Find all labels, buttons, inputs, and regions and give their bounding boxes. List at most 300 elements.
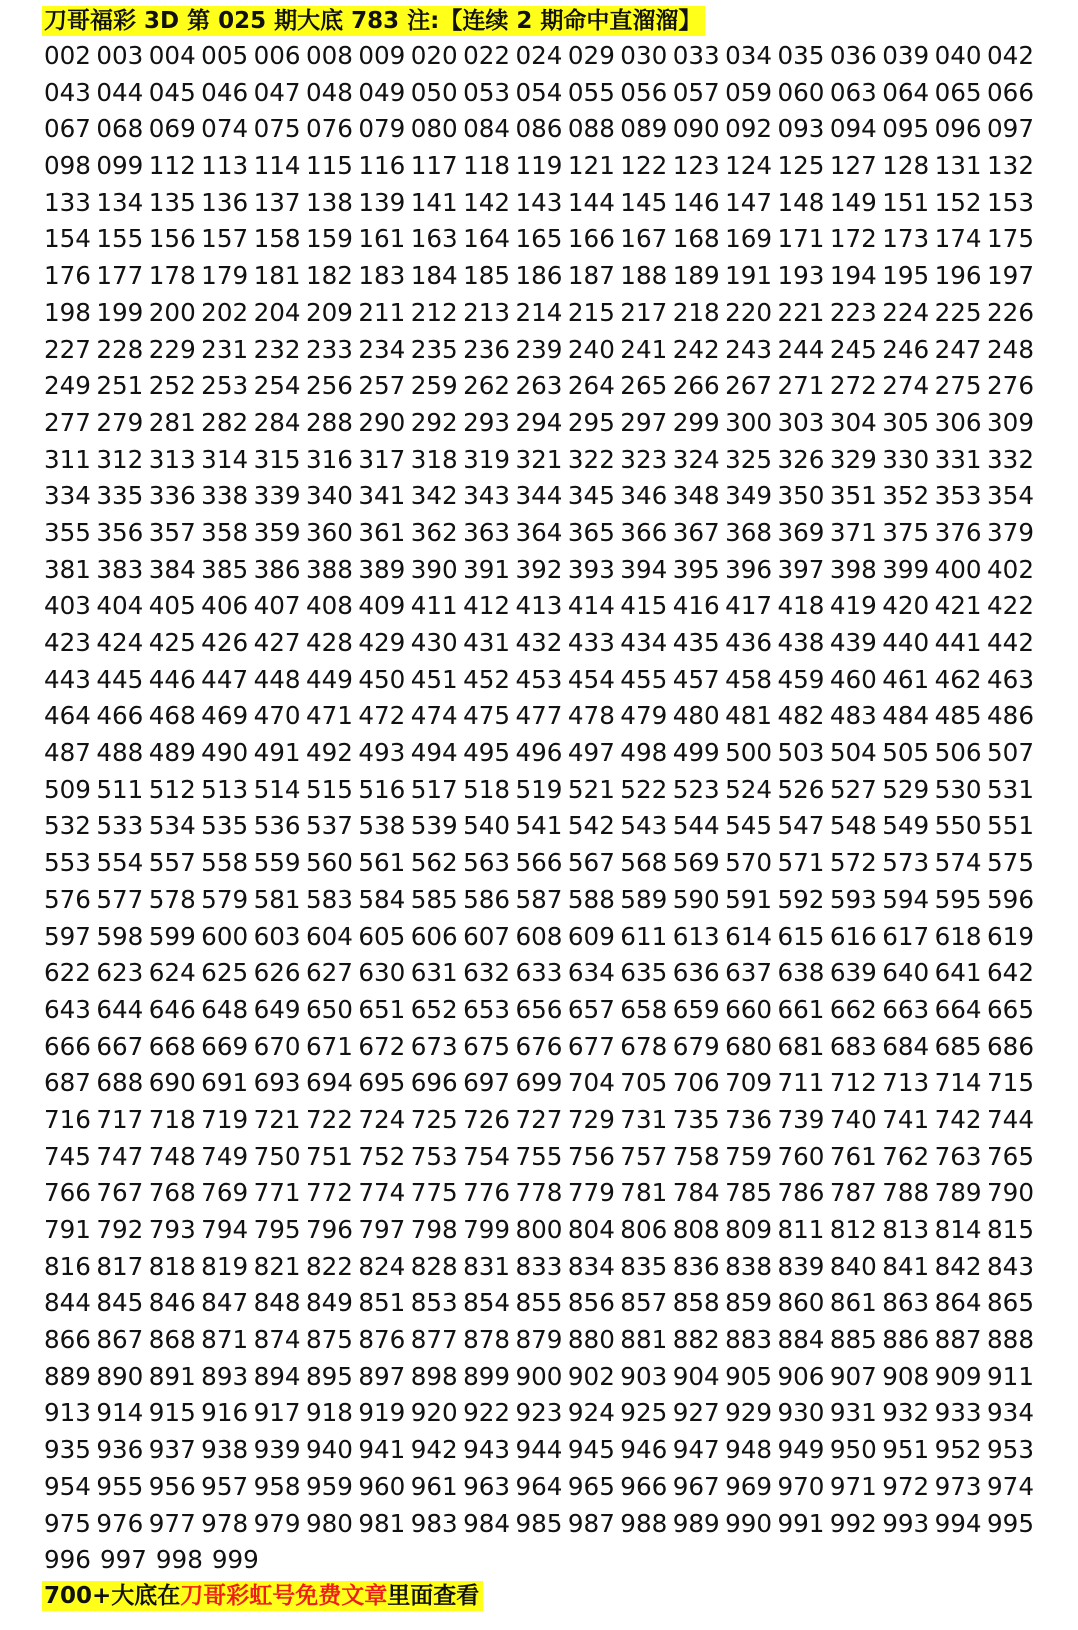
number-item: 407 [253, 591, 301, 621]
number-item: 281 [148, 407, 196, 437]
number-row [44, 295, 1034, 332]
number-item: 745 [44, 1141, 91, 1171]
number-item: 956 [148, 1471, 196, 1501]
number-item: 239 [515, 334, 563, 364]
number-item: 446 [148, 664, 196, 694]
number-item: 775 [410, 1178, 458, 1208]
number-item: 791 [44, 1215, 91, 1244]
number-item: 477 [515, 701, 563, 731]
number-item: 786 [777, 1178, 825, 1208]
number-item: 134 [96, 187, 144, 217]
number-item: 395 [672, 554, 720, 584]
number-item: 449 [305, 664, 353, 694]
number-item: 795 [253, 1215, 301, 1244]
number-item: 065 [934, 77, 982, 107]
number-item: 094 [829, 114, 877, 144]
number-item: 669 [201, 1031, 249, 1061]
number-item: 368 [725, 517, 773, 547]
number-item: 325 [725, 444, 773, 474]
number-item: 948 [725, 1435, 773, 1465]
number-item: 918 [305, 1398, 353, 1428]
number-item: 276 [987, 371, 1034, 401]
number-item: 172 [829, 224, 877, 254]
number-row [44, 258, 1034, 295]
number-item: 640 [882, 958, 930, 988]
number-item: 591 [725, 884, 773, 914]
number-item: 530 [934, 774, 982, 804]
number-item: 920 [410, 1398, 458, 1428]
number-item: 642 [987, 958, 1034, 988]
number-item: 760 [777, 1141, 825, 1171]
number-item: 769 [201, 1178, 249, 1208]
number-item: 396 [725, 554, 773, 584]
number-item: 929 [725, 1398, 773, 1428]
number-item: 147 [725, 187, 773, 217]
number-item: 835 [620, 1251, 668, 1281]
number-item: 978 [201, 1508, 249, 1538]
number-item: 954 [44, 1471, 91, 1501]
number-item: 322 [567, 444, 615, 474]
number-item: 675 [463, 1031, 511, 1061]
number-item: 865 [987, 1288, 1034, 1318]
number-item: 758 [672, 1141, 720, 1171]
number-item: 666 [44, 1031, 91, 1061]
number-item: 808 [672, 1215, 720, 1244]
number-item: 390 [410, 554, 458, 584]
number-item: 284 [253, 407, 301, 437]
number-item: 711 [777, 1068, 825, 1098]
number-item: 950 [829, 1435, 877, 1465]
number-item: 705 [620, 1068, 668, 1098]
number-row [44, 368, 1034, 405]
number-item: 506 [934, 738, 982, 768]
number-item: 341 [358, 481, 406, 511]
number-item: 229 [148, 334, 196, 364]
number-item: 367 [672, 517, 720, 547]
number-item: 348 [672, 481, 720, 511]
number-item: 046 [201, 77, 249, 107]
number-item: 984 [463, 1508, 511, 1538]
number-item: 833 [515, 1251, 563, 1281]
number-item: 295 [567, 407, 615, 437]
number-item: 677 [567, 1031, 615, 1061]
number-item: 636 [672, 958, 720, 988]
number-item: 679 [672, 1031, 720, 1061]
number-item: 623 [96, 958, 144, 988]
number-item: 412 [463, 591, 511, 621]
number-item: 957 [201, 1471, 249, 1501]
number-item: 264 [567, 371, 615, 401]
number-item: 460 [829, 664, 877, 694]
number-item: 607 [463, 921, 511, 951]
number-item: 559 [253, 848, 301, 878]
number-item: 317 [358, 444, 406, 474]
number-item: 965 [567, 1471, 615, 1501]
number-item: 455 [620, 664, 668, 694]
number-item: 913 [44, 1398, 91, 1428]
number-item: 448 [253, 664, 301, 694]
number-item: 135 [148, 187, 196, 217]
number-item: 624 [148, 958, 196, 988]
number-item: 116 [358, 151, 406, 181]
number-item: 661 [777, 994, 825, 1024]
number-item: 594 [882, 884, 930, 914]
number-item: 504 [829, 738, 877, 768]
number-item: 362 [410, 517, 458, 547]
number-item: 224 [882, 297, 930, 327]
number-item: 844 [44, 1288, 91, 1318]
number-item: 753 [410, 1141, 458, 1171]
number-item: 431 [463, 628, 511, 657]
number-item: 056 [620, 77, 668, 107]
number-item: 678 [620, 1031, 668, 1061]
number-item: 545 [725, 811, 773, 841]
number-item: 547 [777, 811, 825, 841]
number-row [44, 698, 1034, 735]
number-item: 169 [725, 224, 773, 254]
number-item: 497 [567, 738, 615, 768]
number-item: 858 [672, 1288, 720, 1318]
number-item: 043 [44, 77, 91, 107]
number-item: 898 [410, 1361, 458, 1391]
number-item: 537 [305, 811, 353, 841]
number-item: 186 [515, 261, 563, 291]
number-item: 886 [882, 1325, 930, 1355]
number-row [44, 552, 1034, 589]
number-item: 535 [201, 811, 249, 841]
number-item: 951 [882, 1435, 930, 1465]
number-item: 999 [211, 1545, 259, 1575]
number-item: 809 [725, 1215, 773, 1244]
number-item: 503 [777, 738, 825, 768]
number-row [44, 1212, 1034, 1249]
number-item: 639 [829, 958, 877, 988]
number-item: 089 [620, 114, 668, 144]
number-item: 411 [410, 591, 458, 621]
number-item: 057 [672, 77, 720, 107]
number-item: 391 [463, 554, 511, 584]
number-item: 300 [725, 407, 773, 437]
number-row [44, 185, 1034, 222]
number-item: 952 [934, 1435, 982, 1465]
number-item: 299 [672, 407, 720, 437]
number-item: 124 [725, 151, 773, 181]
number-item: 188 [620, 261, 668, 291]
number-item: 812 [829, 1215, 877, 1244]
number-item: 294 [515, 407, 563, 437]
number-row [44, 625, 1034, 662]
number-item: 154 [44, 224, 91, 254]
number-item: 351 [829, 481, 877, 511]
number-item: 098 [44, 151, 91, 181]
number-item: 474 [410, 701, 458, 731]
number-item: 246 [882, 334, 930, 364]
number-row [44, 442, 1034, 479]
number-item: 635 [620, 958, 668, 988]
number-item: 113 [201, 151, 249, 181]
number-item: 198 [44, 297, 91, 327]
number-item: 516 [358, 774, 406, 804]
number-item: 840 [829, 1251, 877, 1281]
number-row [44, 919, 1034, 956]
number-item: 816 [44, 1251, 91, 1281]
number-item: 462 [934, 664, 982, 694]
number-item: 985 [515, 1508, 563, 1538]
number-item: 969 [725, 1471, 773, 1501]
number-item: 854 [463, 1288, 511, 1318]
number-item: 671 [305, 1031, 353, 1061]
number-item: 185 [463, 261, 511, 291]
number-item: 478 [567, 701, 615, 731]
number-item: 453 [515, 664, 563, 694]
number-item: 196 [934, 261, 982, 291]
number-item: 792 [96, 1215, 144, 1244]
document-page [44, 6, 1054, 1611]
number-item: 751 [305, 1141, 353, 1171]
number-item: 714 [934, 1068, 982, 1098]
number-item: 353 [934, 481, 982, 511]
number-item: 212 [410, 297, 458, 327]
number-item: 614 [725, 921, 773, 951]
number-item: 796 [305, 1215, 353, 1244]
number-item: 112 [148, 151, 196, 181]
number-item: 118 [463, 151, 511, 181]
number-item: 644 [96, 994, 144, 1024]
number-item: 548 [829, 811, 877, 841]
number-item: 729 [567, 1104, 615, 1134]
number-item: 560 [305, 848, 353, 878]
number-item: 831 [463, 1251, 511, 1281]
number-row [44, 1102, 1034, 1139]
number-list [44, 38, 1054, 1579]
number-item: 704 [567, 1068, 615, 1098]
number-item: 384 [148, 554, 196, 584]
number-item: 115 [305, 151, 353, 181]
number-item: 163 [410, 224, 458, 254]
number-row [44, 515, 1034, 552]
number-row [44, 332, 1034, 369]
number-item: 385 [201, 554, 249, 584]
number-item: 274 [882, 371, 930, 401]
number-item: 482 [777, 701, 825, 731]
number-item: 664 [934, 994, 982, 1024]
number-item: 573 [882, 848, 930, 878]
number-item: 518 [463, 774, 511, 804]
number-item: 550 [934, 811, 982, 841]
number-item: 253 [201, 371, 249, 401]
number-item: 893 [201, 1361, 249, 1391]
number-item: 288 [305, 407, 353, 437]
number-item: 755 [515, 1141, 563, 1171]
number-item: 662 [829, 994, 877, 1024]
number-item: 600 [201, 921, 249, 951]
number-item: 779 [567, 1178, 615, 1208]
number-item: 371 [829, 517, 877, 547]
number-item: 475 [463, 701, 511, 731]
number-item: 622 [44, 958, 91, 988]
number-item: 772 [305, 1178, 353, 1208]
number-item: 846 [148, 1288, 196, 1318]
number-item: 447 [201, 664, 249, 694]
number-item: 834 [567, 1251, 615, 1281]
number-item: 079 [358, 114, 406, 144]
number-item: 034 [725, 41, 773, 70]
number-item: 798 [410, 1215, 458, 1244]
number-item: 976 [96, 1508, 144, 1538]
number-item: 054 [515, 77, 563, 107]
number-item: 096 [934, 114, 982, 144]
number-item: 533 [96, 811, 144, 841]
number-item: 050 [410, 77, 458, 107]
number-item: 451 [410, 664, 458, 694]
number-item: 515 [305, 774, 353, 804]
number-item: 616 [829, 921, 877, 951]
number-row [44, 1065, 1034, 1102]
number-item: 047 [253, 77, 301, 107]
number-item: 439 [829, 628, 877, 657]
number-item: 971 [829, 1471, 877, 1501]
number-item: 346 [620, 481, 668, 511]
number-item: 603 [253, 921, 301, 951]
number-item: 656 [515, 994, 563, 1024]
number-item: 389 [358, 554, 406, 584]
number-item: 471 [305, 701, 353, 731]
number-item: 824 [358, 1251, 406, 1281]
number-item: 428 [305, 628, 353, 657]
number-item: 665 [987, 994, 1034, 1024]
number-item: 121 [567, 151, 615, 181]
number-item: 168 [672, 224, 720, 254]
number-item: 225 [934, 297, 982, 327]
number-item: 922 [463, 1398, 511, 1428]
number-item: 894 [253, 1361, 301, 1391]
number-item: 232 [253, 334, 301, 364]
number-item: 878 [463, 1325, 511, 1355]
number-item: 242 [672, 334, 720, 364]
number-item: 598 [96, 921, 144, 951]
number-item: 897 [358, 1361, 406, 1391]
number-item: 959 [305, 1471, 353, 1501]
number-item: 485 [934, 701, 982, 731]
number-item: 359 [253, 517, 301, 547]
number-item: 658 [620, 994, 668, 1024]
number-item: 277 [44, 407, 91, 437]
number-item: 781 [620, 1178, 668, 1208]
number-item: 461 [882, 664, 930, 694]
number-item: 176 [44, 261, 91, 291]
number-row [44, 772, 1034, 809]
number-item: 887 [934, 1325, 982, 1355]
number-item: 544 [672, 811, 720, 841]
number-item: 355 [44, 517, 91, 547]
number-row [44, 1029, 1034, 1066]
number-item: 022 [463, 41, 511, 70]
number-item: 257 [358, 371, 406, 401]
number-item: 125 [777, 151, 825, 181]
number-item: 441 [934, 628, 982, 657]
number-item: 330 [882, 444, 930, 474]
number-item: 572 [829, 848, 877, 878]
number-item: 400 [934, 554, 982, 584]
number-item: 927 [672, 1398, 720, 1428]
number-item: 177 [96, 261, 144, 291]
number-item: 342 [410, 481, 458, 511]
number-item: 787 [829, 1178, 877, 1208]
number-item: 003 [96, 41, 144, 70]
number-item: 651 [358, 994, 406, 1024]
number-item: 855 [515, 1288, 563, 1318]
number-item: 902 [567, 1361, 615, 1391]
number-item: 403 [44, 591, 91, 621]
number-item: 151 [882, 187, 930, 217]
number-item: 480 [672, 701, 720, 731]
number-item: 895 [305, 1361, 353, 1391]
number-item: 877 [410, 1325, 458, 1355]
number-item: 904 [672, 1361, 720, 1391]
number-item: 076 [305, 114, 353, 144]
number-item: 153 [987, 187, 1034, 217]
number-item: 055 [567, 77, 615, 107]
number-item: 479 [620, 701, 668, 731]
number-item: 931 [829, 1398, 877, 1428]
number-item: 672 [358, 1031, 406, 1061]
number-item: 853 [410, 1288, 458, 1318]
number-item: 006 [253, 41, 301, 70]
number-item: 030 [620, 41, 668, 70]
number-item: 243 [725, 334, 773, 364]
number-item: 494 [410, 738, 458, 768]
number-item: 867 [96, 1325, 144, 1355]
number-item: 414 [567, 591, 615, 621]
number-item: 857 [620, 1288, 668, 1318]
number-item: 631 [410, 958, 458, 988]
number-item: 998 [155, 1545, 203, 1575]
number-item: 750 [253, 1141, 301, 1171]
number-item: 064 [882, 77, 930, 107]
number-item: 579 [201, 884, 249, 914]
number-item: 774 [358, 1178, 406, 1208]
number-item: 063 [829, 77, 877, 107]
number-item: 157 [201, 224, 249, 254]
number-item: 618 [934, 921, 982, 951]
number-item: 597 [44, 921, 91, 951]
number-item: 397 [777, 554, 825, 584]
number-item: 039 [882, 41, 930, 70]
number-item: 941 [358, 1435, 406, 1465]
number-item: 517 [410, 774, 458, 804]
number-item: 329 [829, 444, 877, 474]
number-item: 429 [358, 628, 406, 657]
number-row [44, 845, 1034, 882]
number-item: 785 [725, 1178, 773, 1208]
number-item: 319 [463, 444, 511, 474]
number-item: 583 [305, 884, 353, 914]
number-row [44, 1506, 1034, 1543]
number-item: 379 [987, 517, 1034, 547]
number-item: 265 [620, 371, 668, 401]
number-item: 324 [672, 444, 720, 474]
number-item: 344 [515, 481, 563, 511]
number-item: 197 [987, 261, 1034, 291]
number-item: 402 [987, 554, 1034, 584]
number-item: 843 [987, 1251, 1034, 1281]
number-item: 133 [44, 187, 91, 217]
number-row [44, 221, 1034, 258]
number-item: 553 [44, 848, 91, 878]
number-item: 536 [253, 811, 301, 841]
number-item: 470 [253, 701, 301, 731]
number-item: 338 [201, 481, 249, 511]
